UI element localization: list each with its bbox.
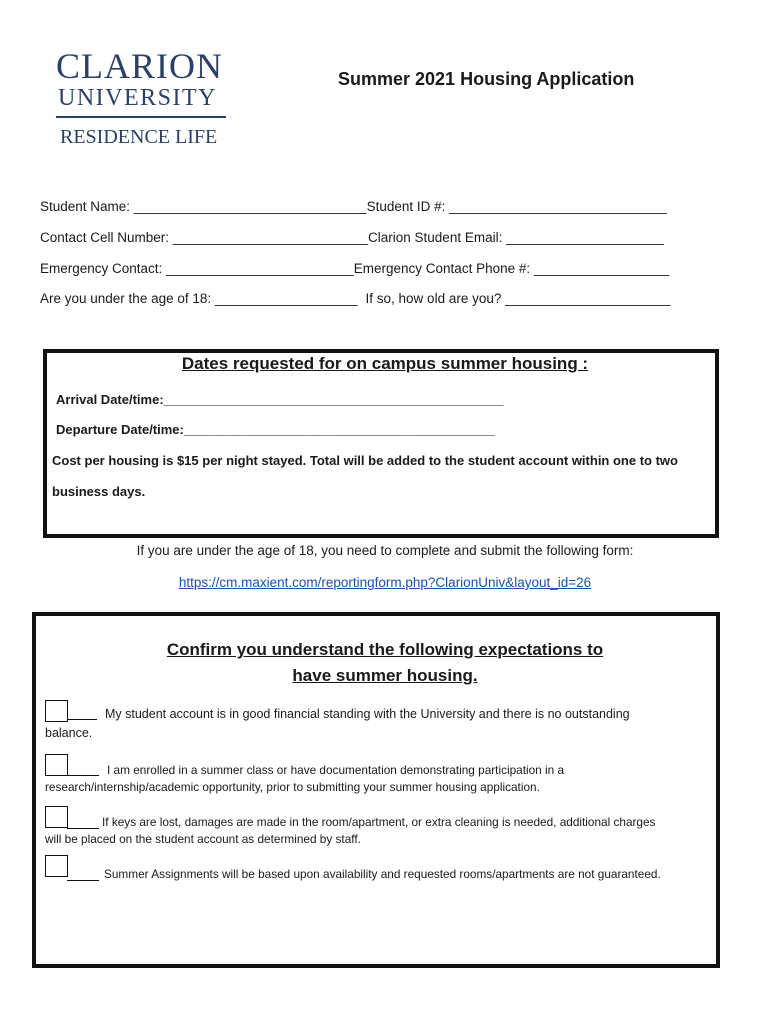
expectation-item: Summer Assignments will be based upon availability and requested rooms/apartments are not guaranteed.: [104, 867, 661, 881]
field-row-age: [40, 291, 670, 306]
cost-note-line2: business days.: [52, 484, 146, 499]
expectation-item-cont: balance.: [45, 726, 93, 740]
checkbox-underline: [67, 880, 99, 881]
checkbox-underline: [67, 828, 99, 829]
cell-number-field[interactable]: Contact Cell Number: __________________________: [40, 230, 369, 245]
expectation-item-cont: will be placed on the student account as determined by staff.: [45, 832, 361, 846]
expectation-item-cont: research/internship/academic opportunity, prior to submitting your summer housing application.: [45, 780, 540, 794]
checkbox-underline: [67, 719, 97, 720]
expectations-heading-line2: have summer housing.: [292, 666, 478, 685]
expectations-heading-line1: Confirm you understand the following expectations to: [166, 640, 604, 659]
dates-box: [43, 349, 719, 538]
emergency-contact-field[interactable]: Emergency Contact: _________________________: [40, 261, 354, 276]
student-id-field[interactable]: Student ID #: _____________________________: [366, 199, 667, 214]
student-email-field[interactable]: Clarion Student Email: _____________________: [368, 230, 664, 245]
expectations-heading: [0, 637, 770, 689]
checkbox-assignments[interactable]: [45, 855, 68, 877]
departure-date-field[interactable]: Departure Date/time:___________________________________________: [56, 422, 495, 437]
field-row-emergency: [40, 261, 669, 276]
checkbox-financial-standing[interactable]: [45, 700, 68, 722]
checkbox-underline: [67, 775, 99, 776]
reporting-form-link[interactable]: https://cm.maxient.com/reportingform.php?ClarionUniv&layout_id=26: [178, 575, 592, 590]
logo-university: UNIVERSITY: [58, 85, 217, 111]
checkbox-summer-enrollment[interactable]: [45, 754, 68, 776]
under-18-note: If you are under the age of 18, you need to complete and submit the following form:: [136, 543, 634, 558]
field-row-contact: [40, 230, 664, 245]
arrival-date-field[interactable]: Arrival Date/time:_______________________________________________: [56, 392, 504, 407]
logo-clarion: CLARION: [56, 46, 223, 86]
logo-residence-life: RESIDENCE LIFE: [60, 126, 218, 148]
emergency-phone-field[interactable]: Emergency Contact Phone #: __________________: [353, 261, 670, 276]
expectation-item: My student account is in good financial standing with the University and there is no outstanding: [105, 707, 630, 721]
checkbox-keys-damages[interactable]: [45, 806, 68, 828]
field-row-name: [40, 199, 667, 214]
expectation-item: I am enrolled in a summer class or have documentation demonstrating participation in a: [107, 763, 565, 777]
student-name-field[interactable]: Student Name: _______________________________: [40, 199, 367, 214]
cost-note-line1: Cost per housing is $15 per night stayed. Total will be added to the student account within one to two: [52, 453, 678, 468]
age-under-18-field[interactable]: Are you under the age of 18: ___________________: [40, 291, 358, 306]
dates-heading: Dates requested for on campus summer housing :: [181, 354, 589, 373]
age-followup-field[interactable]: If so, how old are you? ______________________: [365, 291, 671, 306]
logo-divider: [56, 116, 226, 118]
expectation-item: If keys are lost, damages are made in the room/apartment, or extra cleaning is needed, additional charges: [102, 815, 656, 829]
page-title: Summer 2021 Housing Application: [338, 69, 635, 89]
